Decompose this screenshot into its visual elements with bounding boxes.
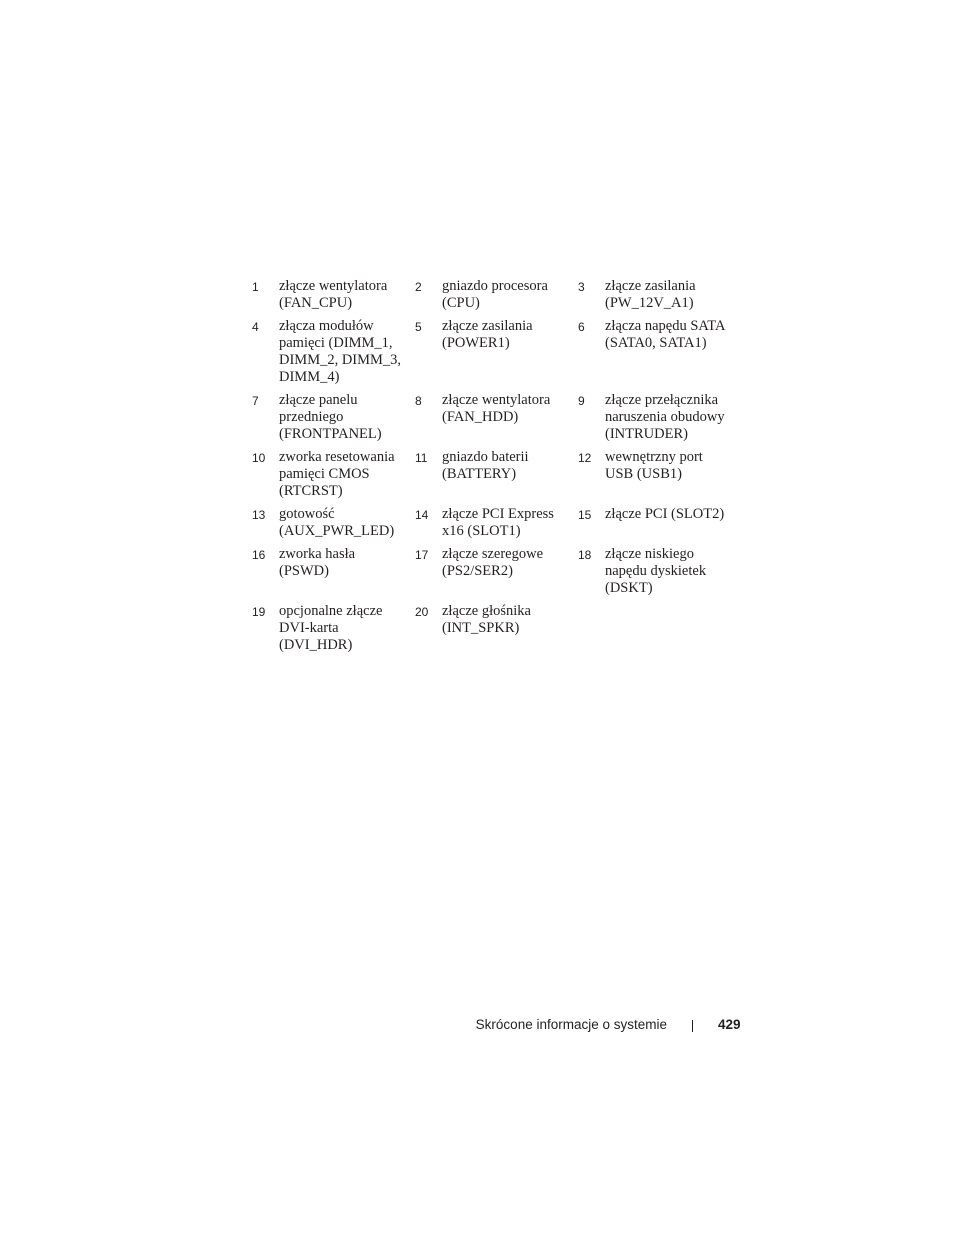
legend-item-number: 16 bbox=[252, 548, 266, 562]
legend-item-line: złącze zasilania bbox=[605, 278, 696, 294]
legend-item-line: wewnętrzny port bbox=[605, 449, 703, 465]
legend-item-line: (DSKT) bbox=[605, 580, 653, 596]
legend-item-line: przedniego bbox=[279, 409, 344, 425]
legend-item-line: (DVI_HDR) bbox=[279, 637, 353, 653]
legend-item-description bbox=[605, 546, 733, 597]
legend-item-number: 9 bbox=[578, 394, 585, 408]
legend-item-line: (BATTERY) bbox=[442, 466, 517, 482]
legend-item-line: opcjonalne złącze bbox=[279, 603, 383, 619]
legend-item-description bbox=[279, 392, 407, 443]
legend-item-line: (INT_SPKR) bbox=[442, 620, 520, 636]
legend-item-description bbox=[279, 318, 407, 386]
legend-item bbox=[578, 506, 742, 540]
legend-item-line: (FAN_CPU) bbox=[279, 295, 353, 311]
legend-item-description bbox=[279, 278, 407, 312]
legend-item-number: 20 bbox=[415, 605, 429, 619]
legend-item-number: 18 bbox=[578, 548, 592, 562]
legend-item-description bbox=[442, 392, 570, 426]
legend-item-description bbox=[442, 318, 570, 352]
legend-item bbox=[415, 546, 578, 597]
page-footer bbox=[0, 1016, 954, 1036]
legend-item-number: 2 bbox=[415, 280, 422, 294]
legend-item-description bbox=[442, 278, 570, 312]
legend-item-line: (PSWD) bbox=[279, 563, 329, 579]
legend-item-line: złącze wentylatora bbox=[279, 278, 388, 294]
legend-item-description bbox=[279, 506, 407, 540]
legend-item-description bbox=[279, 546, 407, 580]
legend-item-line: (SATA0, SATA1) bbox=[605, 335, 707, 351]
legend-item-number: 19 bbox=[252, 605, 266, 619]
legend-item-line: (PS2/SER2) bbox=[442, 563, 513, 579]
legend-item-description bbox=[605, 318, 733, 352]
legend-item-description bbox=[605, 506, 733, 523]
legend-item-line: (FRONTPANEL) bbox=[279, 426, 382, 442]
legend-item-line: (CPU) bbox=[442, 295, 480, 311]
legend-item-line: zworka resetowania bbox=[279, 449, 395, 465]
page-number: 429 bbox=[718, 1017, 741, 1032]
legend-item-line: (PW_12V_A1) bbox=[605, 295, 694, 311]
legend-item-line: (INTRUDER) bbox=[605, 426, 688, 442]
legend-item-number: 10 bbox=[252, 451, 266, 465]
legend-item-line: (AUX_PWR_LED) bbox=[279, 523, 395, 539]
legend-item-description bbox=[605, 278, 733, 312]
legend-item-description bbox=[605, 449, 733, 483]
legend-item bbox=[252, 392, 415, 443]
legend-item bbox=[415, 449, 578, 500]
legend-item-number: 7 bbox=[252, 394, 259, 408]
legend-item-line: (RTCRST) bbox=[279, 483, 343, 499]
legend-item-line: złącze PCI (SLOT2) bbox=[605, 506, 725, 522]
legend-item-number: 17 bbox=[415, 548, 429, 562]
legend-item-line: (POWER1) bbox=[442, 335, 510, 351]
legend-item-line: zworka hasła bbox=[279, 546, 356, 562]
legend-item-number: 13 bbox=[252, 508, 266, 522]
legend-item-description bbox=[605, 392, 733, 443]
legend-item-number: 6 bbox=[578, 320, 585, 334]
legend-item bbox=[415, 603, 578, 654]
legend-item-number: 15 bbox=[578, 508, 592, 522]
legend-item bbox=[415, 278, 578, 312]
legend-item bbox=[252, 546, 415, 597]
legend-item-line: złącza modułów bbox=[279, 318, 374, 334]
legend-item-line: złącze panelu bbox=[279, 392, 358, 408]
legend-item-line: złącze głośnika bbox=[442, 603, 531, 619]
legend-item bbox=[252, 278, 415, 312]
legend-item-line: złącze niskiego bbox=[605, 546, 694, 562]
legend-item-line: naruszenia obudowy bbox=[605, 409, 725, 425]
legend-item-number: 1 bbox=[252, 280, 259, 294]
legend-item-line: DIMM_2, DIMM_3, bbox=[279, 352, 402, 368]
legend-item-line: złącza napędu SATA bbox=[605, 318, 726, 334]
legend-item-line: (FAN_HDD) bbox=[442, 409, 519, 425]
legend-item-number: 11 bbox=[415, 451, 428, 465]
legend-item bbox=[578, 278, 742, 312]
legend-item-number: 12 bbox=[578, 451, 592, 465]
legend-item bbox=[415, 506, 578, 540]
legend-item-line: złącze wentylatora bbox=[442, 392, 551, 408]
legend-item bbox=[578, 318, 742, 386]
legend-item-line: USB (USB1) bbox=[605, 466, 682, 482]
footer-divider bbox=[692, 1020, 693, 1032]
legend-item-description bbox=[442, 603, 570, 637]
legend-item-line: DIMM_4) bbox=[279, 369, 340, 385]
legend-item-number: 8 bbox=[415, 394, 422, 408]
legend-item bbox=[578, 449, 742, 500]
footer-section-title: Skrócone informacje o systemie bbox=[475, 1017, 667, 1032]
legend-item-number: 14 bbox=[415, 508, 429, 522]
legend-item-description bbox=[442, 449, 570, 483]
legend-item bbox=[578, 546, 742, 597]
legend-item-line: gniazdo procesora bbox=[442, 278, 548, 294]
legend-item-line: złącze PCI Express bbox=[442, 506, 554, 522]
legend-item bbox=[578, 392, 742, 443]
legend-item-number: 4 bbox=[252, 320, 259, 334]
legend-item-description bbox=[279, 449, 407, 500]
legend-item-line: złącze szeregowe bbox=[442, 546, 544, 562]
legend-item-number: 5 bbox=[415, 320, 422, 334]
legend-item bbox=[252, 603, 415, 654]
legend-item-line: pamięci (DIMM_1, bbox=[279, 335, 393, 351]
legend-item-number: 3 bbox=[578, 280, 585, 294]
legend-item-description bbox=[442, 506, 570, 540]
legend-item bbox=[415, 318, 578, 386]
legend-item-line: złącze przełącznika bbox=[605, 392, 719, 408]
legend-item-line: gotowość bbox=[279, 506, 335, 522]
legend-item bbox=[252, 449, 415, 500]
legend-item-description bbox=[279, 603, 407, 654]
legend-item bbox=[252, 318, 415, 386]
legend-item-line: napędu dyskietek bbox=[605, 563, 707, 579]
legend-item-line: pamięci CMOS bbox=[279, 466, 370, 482]
legend-item-line: gniazdo baterii bbox=[442, 449, 529, 465]
legend-item-line: DVI-karta bbox=[279, 620, 339, 636]
legend-item-line: złącze zasilania bbox=[442, 318, 533, 334]
legend-item bbox=[252, 506, 415, 540]
legend-item bbox=[415, 392, 578, 443]
legend-item-description bbox=[442, 546, 570, 580]
connector-legend-table bbox=[252, 278, 742, 654]
legend-item-line: x16 (SLOT1) bbox=[442, 523, 521, 539]
